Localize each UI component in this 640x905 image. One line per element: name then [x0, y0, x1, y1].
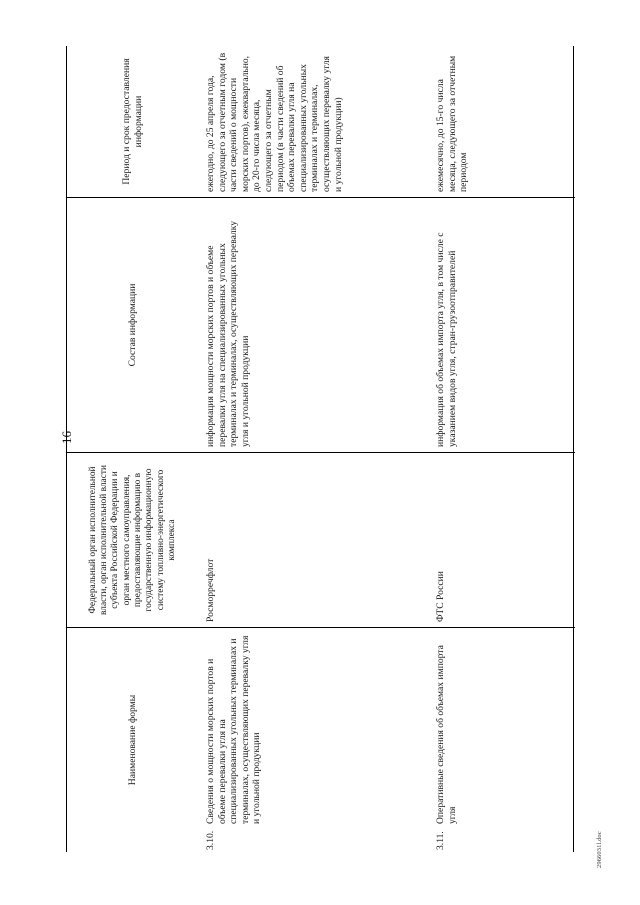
header-authority: Федеральный орган исполнительной власти, орган исполнительной власти субъекта Российской Федерации и орган местного самоуправления, предоставляющие информацию в государственную информационную систему топливно-энергетического комплекса [67, 452, 199, 627]
row-number: 3.10. [205, 830, 216, 850]
forms-table [66, 46, 574, 852]
page-number: 16 [59, 431, 74, 444]
form-name: Оперативные сведения об объемах импорта угля [435, 645, 458, 824]
table-row-3-10-authority: Росморречфлот [199, 452, 429, 627]
table-row-3-10-composition: информация мощности морских портов и объеме перевалки угля на специализированных угольных терминалах и терминалах, осуществляющих перевалку угля и угольной продукции [199, 197, 429, 452]
footer-file-name: 2966031l.doc [596, 831, 603, 868]
table-row-3-11-period: ежемесячно, до 15-го числа месяца, следующего за отчетным периодом [435, 55, 470, 192]
form-name: Сведения о мощности морских портов и объеме перевалки угля на специализированных угольных терминалах и терминалах, осуществляющих перевалку угля и угольной продукции [205, 635, 263, 824]
table-row-3-11-authority: ФТС России [429, 452, 575, 627]
table-row-3-10-form-name [199, 627, 429, 852]
table-row-3-10-period: ежегодно, до 25 апреля года, следующего за отчетным годом (в части сведений о мощности морских портов), ежеквартально, до 20-го числа месяца, следующего за отчетным периодом (в части сведений об объемах перевалки угля на специализированных угольных терминалах и терминалах, осуществляющих перевалку угля и угольной продукции) [205, 52, 344, 192]
header-period: Период и срок предоставления информации [121, 58, 144, 185]
header-composition: Состав информации [67, 197, 199, 452]
table-row-3-11-composition: информация об объемах импорта угля, в том числе с указанием видов угля, стран-грузоотправителей [429, 197, 575, 452]
table-row-3-11-form-name [429, 627, 575, 852]
row-number: 3.11. [435, 831, 446, 850]
header-form-name: Наименование формы [67, 627, 199, 852]
